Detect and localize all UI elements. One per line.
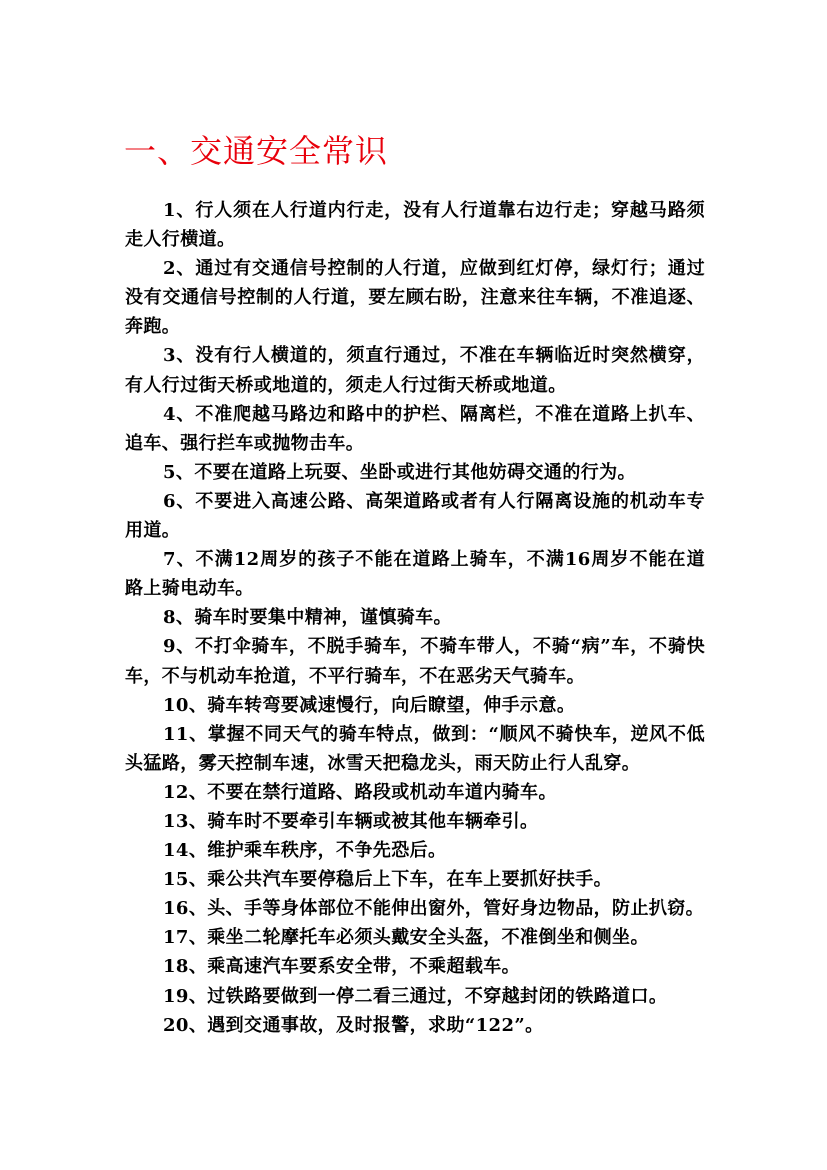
list-item: 13、骑车时不要牵引车辆或被其他车辆牵引。 bbox=[163, 810, 539, 832]
list-item: 20、遇到交通事故，及时报警，求助“122”。 bbox=[163, 1014, 544, 1036]
list-item: 18、乘高速汽车要系安全带，不乘超载车。 bbox=[163, 956, 521, 978]
list-item: 1、行人须在人行道内行走，没有人行道靠右边行走；穿越马路须走人行横道。 bbox=[125, 200, 705, 251]
list-item: 7、不满12周岁的孩子不能在道路上骑车，不满16周岁不能在道路上骑电动车。 bbox=[125, 549, 705, 600]
list-item: 12、不要在禁行道路、路段或机动车道内骑车。 bbox=[163, 781, 557, 803]
list-item: 5、不要在道路上玩耍、坐卧或进行其他妨碍交通的行为。 bbox=[163, 461, 636, 483]
list-item: 19、过铁路要做到一停二看三通过，不穿越封闭的铁路道口。 bbox=[163, 985, 668, 1007]
list-item: 4、不准爬越马路边和路中的护栏、隔离栏，不准在道路上扒车、追车、强行拦车或抛物击车。 bbox=[125, 403, 705, 454]
list-item: 2、通过有交通信号控制的人行道，应做到红灯停，绿灯行；通过没有交通信号控制的人行道，要左顾右盼，注意来往车辆，不准追逐、奔跑。 bbox=[125, 258, 705, 338]
list-item: 15、乘公共汽车要停稳后上下车，在车上要抓好扶手。 bbox=[163, 869, 613, 891]
document-body bbox=[125, 196, 705, 1040]
list-item: 8、骑车时要集中精神，谨慎骑车。 bbox=[163, 607, 452, 629]
list-item: 14、维护乘车秩序，不争先恐后。 bbox=[163, 840, 447, 862]
list-item: 6、不要进入高速公路、高架道路或者有人行隔离设施的机动车专用道。 bbox=[125, 490, 705, 542]
list-item: 16、头、手等身体部位不能伸出窗外，管好身边物品，防止扒窃。 bbox=[163, 898, 705, 920]
page-title: 一、交通安全常识 bbox=[124, 132, 389, 170]
list-item: 10、骑车转弯要减速慢行，向后瞭望，伸手示意。 bbox=[163, 694, 576, 716]
list-item: 3、没有行人横道的，须直行通过，不准在车辆临近时突然横穿，有人行过街天桥或地道的，须走人行过街天桥或地道。 bbox=[125, 345, 705, 396]
list-item: 11、掌握不同天气的骑车特点，做到：“顺风不骑快车，逆风不低头猛路，雾天控制车速，冰雪天把稳龙头，雨天防止行人乱穿。 bbox=[125, 723, 705, 774]
list-item: 17、乘坐二轮摩托车必须头戴安全头盔，不准倒坐和侧坐。 bbox=[163, 927, 649, 949]
list-item: 9、不打伞骑车，不脱手骑车，不骑车带人，不骑“病”车，不骑快车，不与机动车抢道，不平行骑车，不在恶劣天气骑车。 bbox=[125, 636, 705, 687]
